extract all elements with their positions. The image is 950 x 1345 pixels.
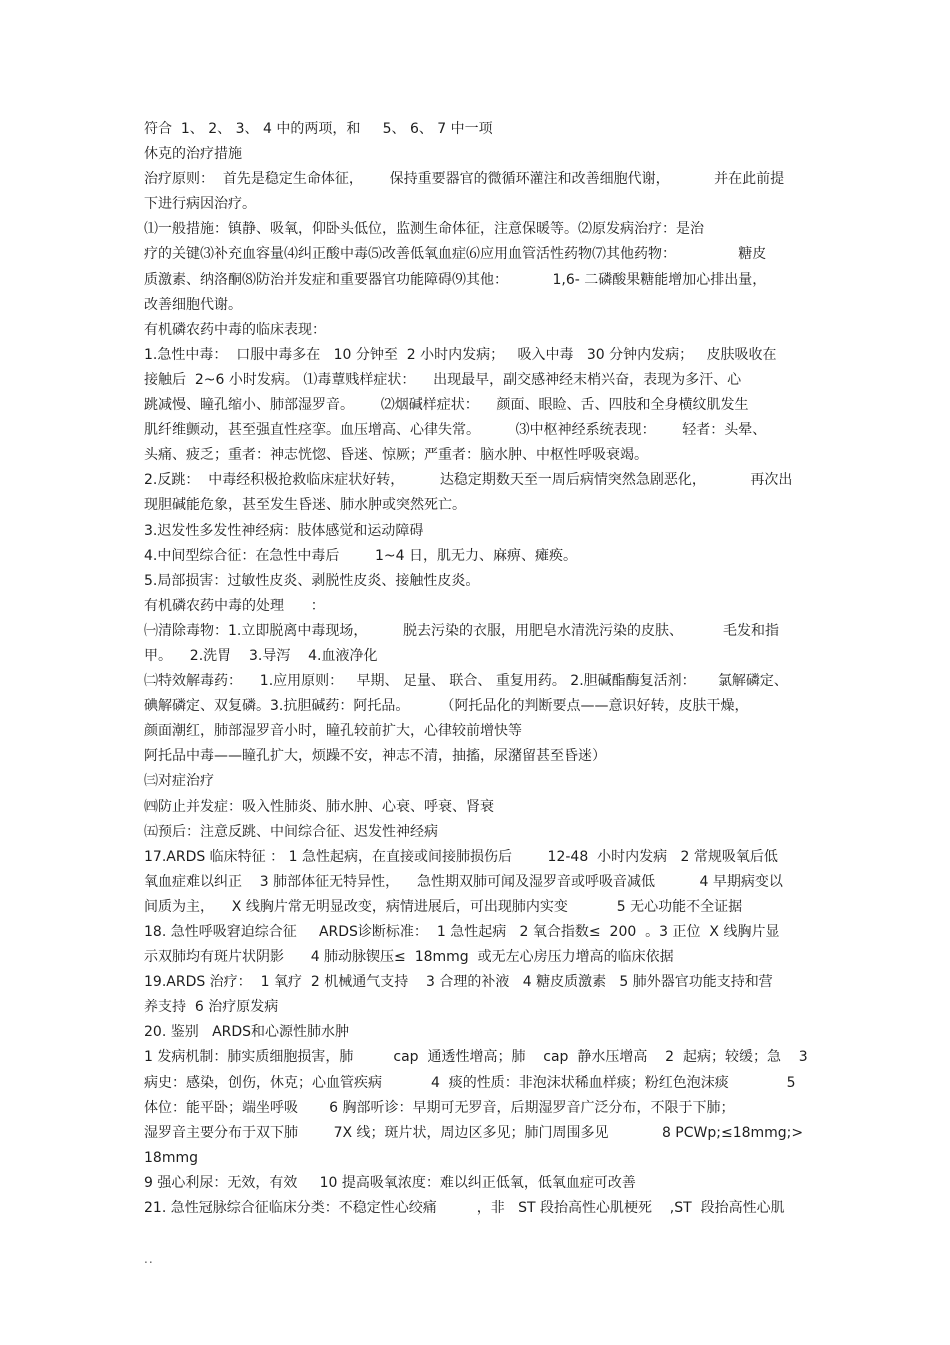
text-line: ⑴一般措施：镇静、吸氧，仰卧头低位，监测生命体征，注意保暖等。⑵原发病治疗：是治 [144, 221, 704, 238]
text-line: 19.ARDS 治疗： 1 氧疗 2 机械通气支持 3 合理的补液 4 糖皮质激素 5 肺外器官功能支持和营 [144, 974, 773, 991]
text-line: 示双肺均有斑片状阴影 4 肺动脉锲压≤ 18mmg 或无左心房压力增高的临床依据 [144, 949, 674, 966]
text-line: 养支持 6 治疗原发病 [144, 999, 279, 1016]
text-line: 现胆碱能危象，甚至发生昏迷、肺水肿或突然死亡。 [144, 497, 466, 514]
text-line: 湿罗音主要分布于双下肺 7X 线；斑片状，周边区多见；肺门周围多见 8 PCWp;≤18mmg;> [144, 1124, 804, 1141]
text-line: 肌纤维颤动，甚至强直性痉挛。血压增高、心律失常。 ⑶中枢神经系统表现： 轻者：头晕、 [144, 422, 767, 439]
text-line: 1.急性中毒： 口服中毒多在 10 分钟至 2 小时内发病； 吸入中毒 30 分钟内发病； 皮肤吸收在 [144, 346, 777, 363]
text-line: 下进行病因治疗。 [144, 196, 256, 213]
text-line: 符合 1、 2、 3、 4 中的两项，和 5、 6、 7 中一项 [144, 121, 493, 137]
text-line: ㈢对症治疗 [144, 773, 214, 790]
text-line: ㈠清除毒物：1.立即脱离中毒现场， 脱去污染的衣服，用肥皂水清洗污染的皮肤、 毛发和指 [144, 622, 780, 639]
text-line: ㈣防止并发症：吸入性肺炎、肺水肿、心衰、呼衰、肾衰 [144, 798, 494, 815]
text-line: 体位：能平卧；端坐呼吸 6 胸部听诊：早期可无罗音，后期湿罗音广泛分布，不限于下肺； [144, 1099, 735, 1116]
text-line: 5.局部损害：过敏性皮炎、剥脱性皮炎、接触性皮炎。 [144, 572, 480, 589]
text-line: 病史：感染，创伤，休克；心血管疾病 4 痰的性质：非泡沫状稀血样痰；粉红色泡沫痰 5 [144, 1074, 796, 1091]
text-line: 头痛、疲乏；重者：神志恍惚、昏迷、惊厥；严重者：脑水肿、中枢性呼吸衰竭。 [144, 447, 648, 464]
text-line: 间质为主， X 线胸片常无明显改变，病情进展后，可出现肺内实变 5 无心功能不全证据 [144, 898, 743, 915]
text-line: 甲。 2.洗胃 3.导泻 4.血液净化 [144, 647, 378, 664]
text-line: 阿托品中毒——瞳孔扩大，烦躁不安，神志不清，抽搐，尿潴留甚至昏迷） [144, 748, 606, 765]
text-line: 颜面潮红，肺部湿罗音小时，瞳孔较前扩大，心律较前增快等 [144, 723, 522, 740]
text-line: 氧血症难以纠正 3 肺部体征无特异性， 急性期双肺可闻及湿罗音或呼吸音减低 4 早期病变以 [144, 873, 783, 890]
text-line: ㈡特效解毒药： 1.应用原则： 早期、 足量、 联合、 重复用药。 2.胆碱酯酶复活剂： 氯解磷定、 [144, 673, 788, 690]
text-line: 疗的关键⑶补充血容量⑷纠正酸中毒⑸改善低氧血症⑹应用血管活性药物⑺其他药物： 糖皮 [144, 246, 767, 263]
text-line: 9 强心利尿：无效，有效 10 提高吸氧浓度：难以纠正低氧，低氧血症可改善 [144, 1174, 636, 1191]
footer-mark: .. [144, 1252, 154, 1266]
text-line: 21. 急性冠脉综合征临床分类：不稳定性心绞痛 ，非 ST 段抬高性心肌梗死 ,ST 段抬高性心肌 [144, 1200, 785, 1217]
section-heading: 有机磷农药中毒的处理 ： [144, 597, 325, 614]
text-line: 质激素、纳洛酮⑻防治并发症和重要器官功能障碍⑼其他： 1,6- 二磷酸果糖能增加心排出量， [144, 271, 767, 288]
section-heading: 休克的治疗措施 [144, 146, 242, 163]
text-line: 18. 急性呼吸窘迫综合征 ARDS诊断标准： 1 急性起病 2 氧合指数≤ 200 。3 正位 X 线胸片显 [144, 924, 780, 940]
text-line: 17.ARDS 临床特征 ： 1 急性起病，在直接或间接肺损伤后 12-48 小时内发病 2 常规吸氧后低 [144, 848, 778, 865]
text-line: 接触后 2~6 小时发病。 ⑴毒蕈贱样症状： 出现最早，副交感神经末梢兴奋，表现为多汗、心 [144, 371, 742, 388]
document-body [144, 117, 812, 1221]
text-line: 2.反跳： 中毒经积极抢救临床症状好转， 达稳定期数天至一周后病情突然急剧恶化， 再次出 [144, 472, 793, 489]
text-line: 3.迟发性多发性神经病：肢体感觉和运动障碍 [144, 522, 424, 539]
section-heading: 有机磷农药中毒的临床表现： [144, 321, 326, 338]
text-line: ㈤预后：注意反跳、中间综合征、迟发性神经病 [144, 823, 438, 840]
text-line: 跳减慢、瞳孔缩小、肺部湿罗音。 ⑵烟碱样症状： 颜面、眼睑、舌、四肢和全身横纹肌发生 [144, 397, 749, 414]
text-line: 18mmg [144, 1149, 198, 1166]
text-line: 1 发病机制：肺实质细胞损害，肺 cap 通透性增高；肺 cap 静水压增高 2 起病；较缓；急 3 [144, 1049, 808, 1066]
text-line: 4.中间型综合征：在急性中毒后 1~4 日，肌无力、麻痹、瘫痪。 [144, 547, 577, 564]
text-line: 治疗原则： 首先是稳定生命体征， 保持重要器官的微循环灌注和改善细胞代谢， 并在此前提 [144, 171, 785, 188]
text-line: 碘解磷定、双复磷。3.抗胆碱药：阿托品。 （阿托品化的判断要点——意识好转，皮肤干燥， [144, 698, 749, 715]
text-line: 改善细胞代谢。 [144, 296, 242, 313]
section-heading: 20. 鉴别 ARDS和心源性肺水肿 [144, 1024, 350, 1041]
